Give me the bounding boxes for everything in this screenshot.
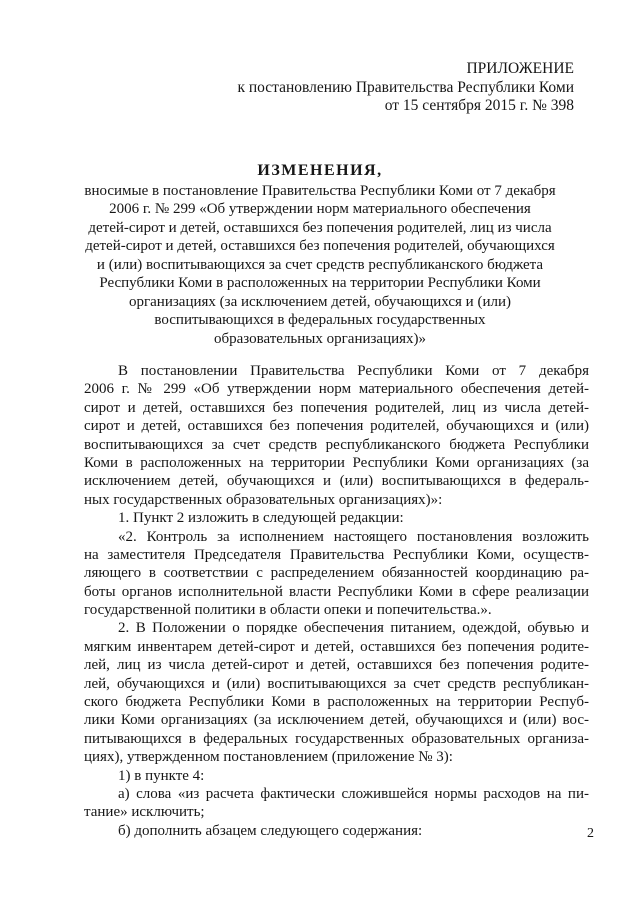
appendix-title: ПРИЛОЖЕНИЕ [466,60,574,77]
heading-line: Республики Коми в расположенных на территории Республики Коми [99,275,541,291]
body-line: лики Коми организациях (за исключением детей, обучающихся и (или) вос- [84,712,589,729]
body-line: 1) в пункте 4: [118,767,205,784]
body-line: питывающихся в федеральных государственных образовательных организа- [84,730,589,747]
body-line: лей, лиц из числа детей-сирот и детей, оставшихся без попечения родите- [84,657,589,674]
body-line: В постановлении Правительства Республики Коми от 7 декабря [118,363,589,379]
appendix-line: к постановлению Правительства Республики Коми [237,78,574,96]
body-line: тание» исключить; [84,804,205,821]
heading-line: детей-сирот и детей, оставшихся без попечения родителей, лиц из числа [88,219,552,236]
heading-line: детей-сирот и детей, оставшихся без попечения родителей, обучающихся [85,238,555,254]
body-line: исключением детей, обучающихся и (или) воспитывающихся в федераль- [84,473,589,490]
body-line: сирот и детей, оставшихся без попечения родителей, лиц из числа детей- [84,399,589,416]
body-line: Коми в расположенных на территории Республики Коми организациях (за [84,454,589,471]
body-line: на заместителя Председателя Правительства Республики Коми, осуществ- [84,546,589,563]
page-number: 2 [587,826,594,841]
body-line: циях), утвержденном постановлением (приложение № 3): [84,749,453,766]
heading-line: образовательных организациях)» [213,330,427,347]
appendix-header [237,60,574,116]
changes-heading [80,162,560,348]
heading-line: воспитывающихся в федеральных государственных [154,312,486,328]
body-line: 2. В Положении о порядке обеспечения питанием, одеждой, обувью и [118,620,589,637]
body-line: «2. Контроль за исполнением настоящего постановления возложить [118,528,589,545]
document-body [84,362,589,840]
body-line: государственной политики в области опеки и попечительства.». [84,602,492,619]
body-line: ных государственных образовательных организациях)»: [84,491,443,508]
body-line: 1. Пункт 2 изложить в следующей редакции: [118,510,404,527]
heading-line: организациях (за исключением детей, обучающихся и (или) [129,293,511,310]
body-line: сирот и детей, оставшихся без попечения родителей, обучающихся и (или) [84,418,589,435]
appendix-line: от 15 сентября 2015 г. № 398 [384,97,574,114]
body-line: 2006 г. № 299 «Об утверждении норм материального обеспечения детей- [84,381,589,398]
body-line: а) слова «из расчета фактически сложившейся нормы расходов на пи- [118,785,589,802]
heading-title: ИЗМЕНЕНИЯ, [257,162,383,179]
body-line: боты органов исполнительной власти Республики Коми в сфере реализации [84,583,589,600]
body-line: мягким инвентарем детей-сирот и детей, оставшихся без попечения родите- [84,638,589,655]
body-line: ского бюджета Республики Коми в расположенных на территории Респуб- [84,694,589,711]
heading-line: и (или) воспитывающихся за счет средств республиканского бюджета [96,256,544,273]
body-line: б) дополнить абзацем следующего содержания: [118,822,423,839]
heading-line: 2006 г. № 299 «Об утверждении норм материального обеспечения [109,201,531,217]
body-line: ляющего в соответствии с распределением обязанностей координацию ра- [84,565,589,582]
body-line: воспитывающихся за счет средств республиканского бюджета Республики [84,436,589,453]
body-line: лей, обучающихся и (или) воспитывающихся за счет средств республикан- [84,675,589,692]
heading-line: вносимые в постановление Правительства Республики Коми от 7 декабря [84,182,556,199]
